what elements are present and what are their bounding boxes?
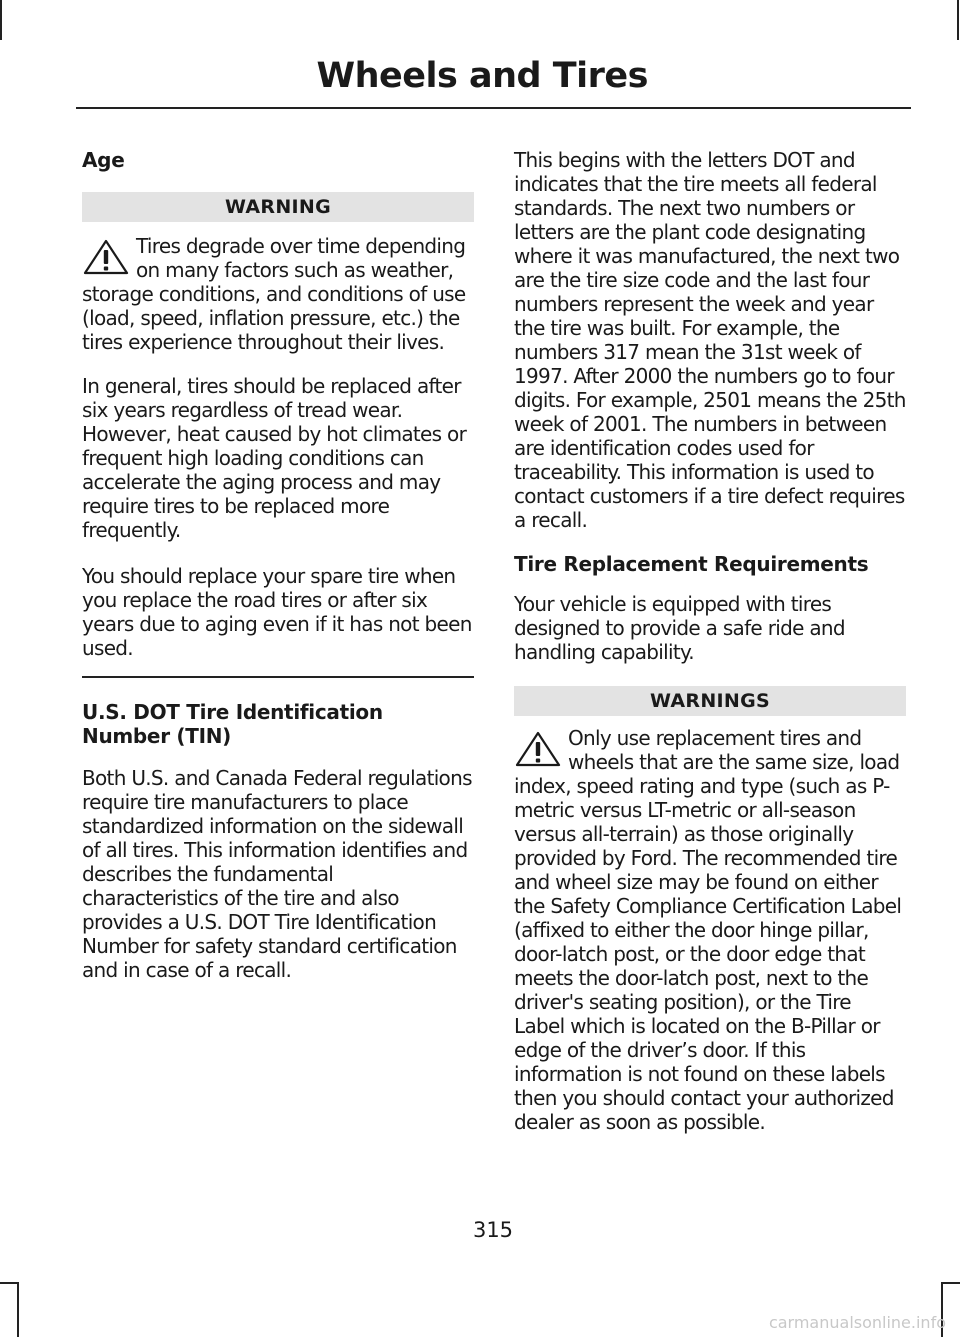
left-column [82,148,474,982]
tin-heading: U.S. DOT Tire Identification Number (TIN) [82,700,383,748]
crop-mark-bottom-right-h [941,1282,960,1284]
warning-triangle-icon [82,238,130,276]
replacement-heading: Tire Replacement Requirements [514,552,869,576]
page-number: 315 [472,1218,514,1242]
right-column [514,148,906,1134]
paragraph: Both U.S. and Canada Federal regulations require tire manufacturers to place standardized information on the sidewall of all tires. This information identifies and describes the fundamental characteristics of the tire and also provides a U.S. DOT Tire Identification Number for safety standard certification and in case of a recall. [82,766,472,982]
warning-heading: WARNING [82,192,474,222]
title-divider [76,107,911,109]
crop-mark-bottom-left-v [17,1282,19,1337]
crop-mark-top-left [0,0,2,40]
crop-mark-bottom-left-h [0,1282,18,1284]
paragraph: Your vehicle is equipped with tires designed to provide a safe ride and handling capability. [514,592,845,664]
page-title: Wheels and Tires [316,56,648,96]
paragraph: This begins with the letters DOT and indicates that the tire meets all federal standards. The next two numbers or letters are the plant code designating where it was manufactured, the next two are the tire size code and the last four numbers represent the week and year the tire was built. For example, the numbers 317 mean the 31st week of 1997. After 2000 the numbers go to four digits. For example, 2501 means the 25th week of 2001. The numbers in between are identification codes used for traceability. This information is used to contact customers if a tire defect requires a recall. [514,148,906,532]
paragraph: You should replace your spare tire when you replace the road tires or after six years due to aging even if it has not been used. [82,564,472,660]
crop-mark-top-right [957,0,959,40]
warning-triangle-icon [514,730,562,768]
watermark: carmanualsonline.info [768,1313,946,1332]
warnings-text: Only use replacement tires and wheels that are the same size, load index, speed rating and type (such as P-metric versus LT-metric or all-season versus all-terrain) as those originally provided by Ford. The recommended tire and wheel size may be found on either the Safety Compliance Certification Label (affixed to either the door hinge pillar, door-latch post, or the door edge that meets the door-latch post, next to the driver's seating position), or the Tire Label which is located on the B-Pillar or edge of the driver’s door. If this information is not found on these labels then you should contact your authorized dealer as soon as possible. [514,726,902,1134]
warnings-heading: WARNINGS [514,686,906,716]
warnings-box [514,726,906,1134]
paragraph: In general, tires should be replaced after six years regardless of tread wear. However, heat caused by hot climates or frequent high loading conditions can accelerate the aging process and may require tires to be replaced more frequently. [82,374,467,542]
warning-text: Tires degrade over time depending on many factors such as weather, storage conditions, and conditions of use (load, speed, inflation pressure, etc.) the tires experience throughout their lives. [82,234,466,354]
age-heading: Age [82,148,125,172]
warning-box [82,234,474,354]
